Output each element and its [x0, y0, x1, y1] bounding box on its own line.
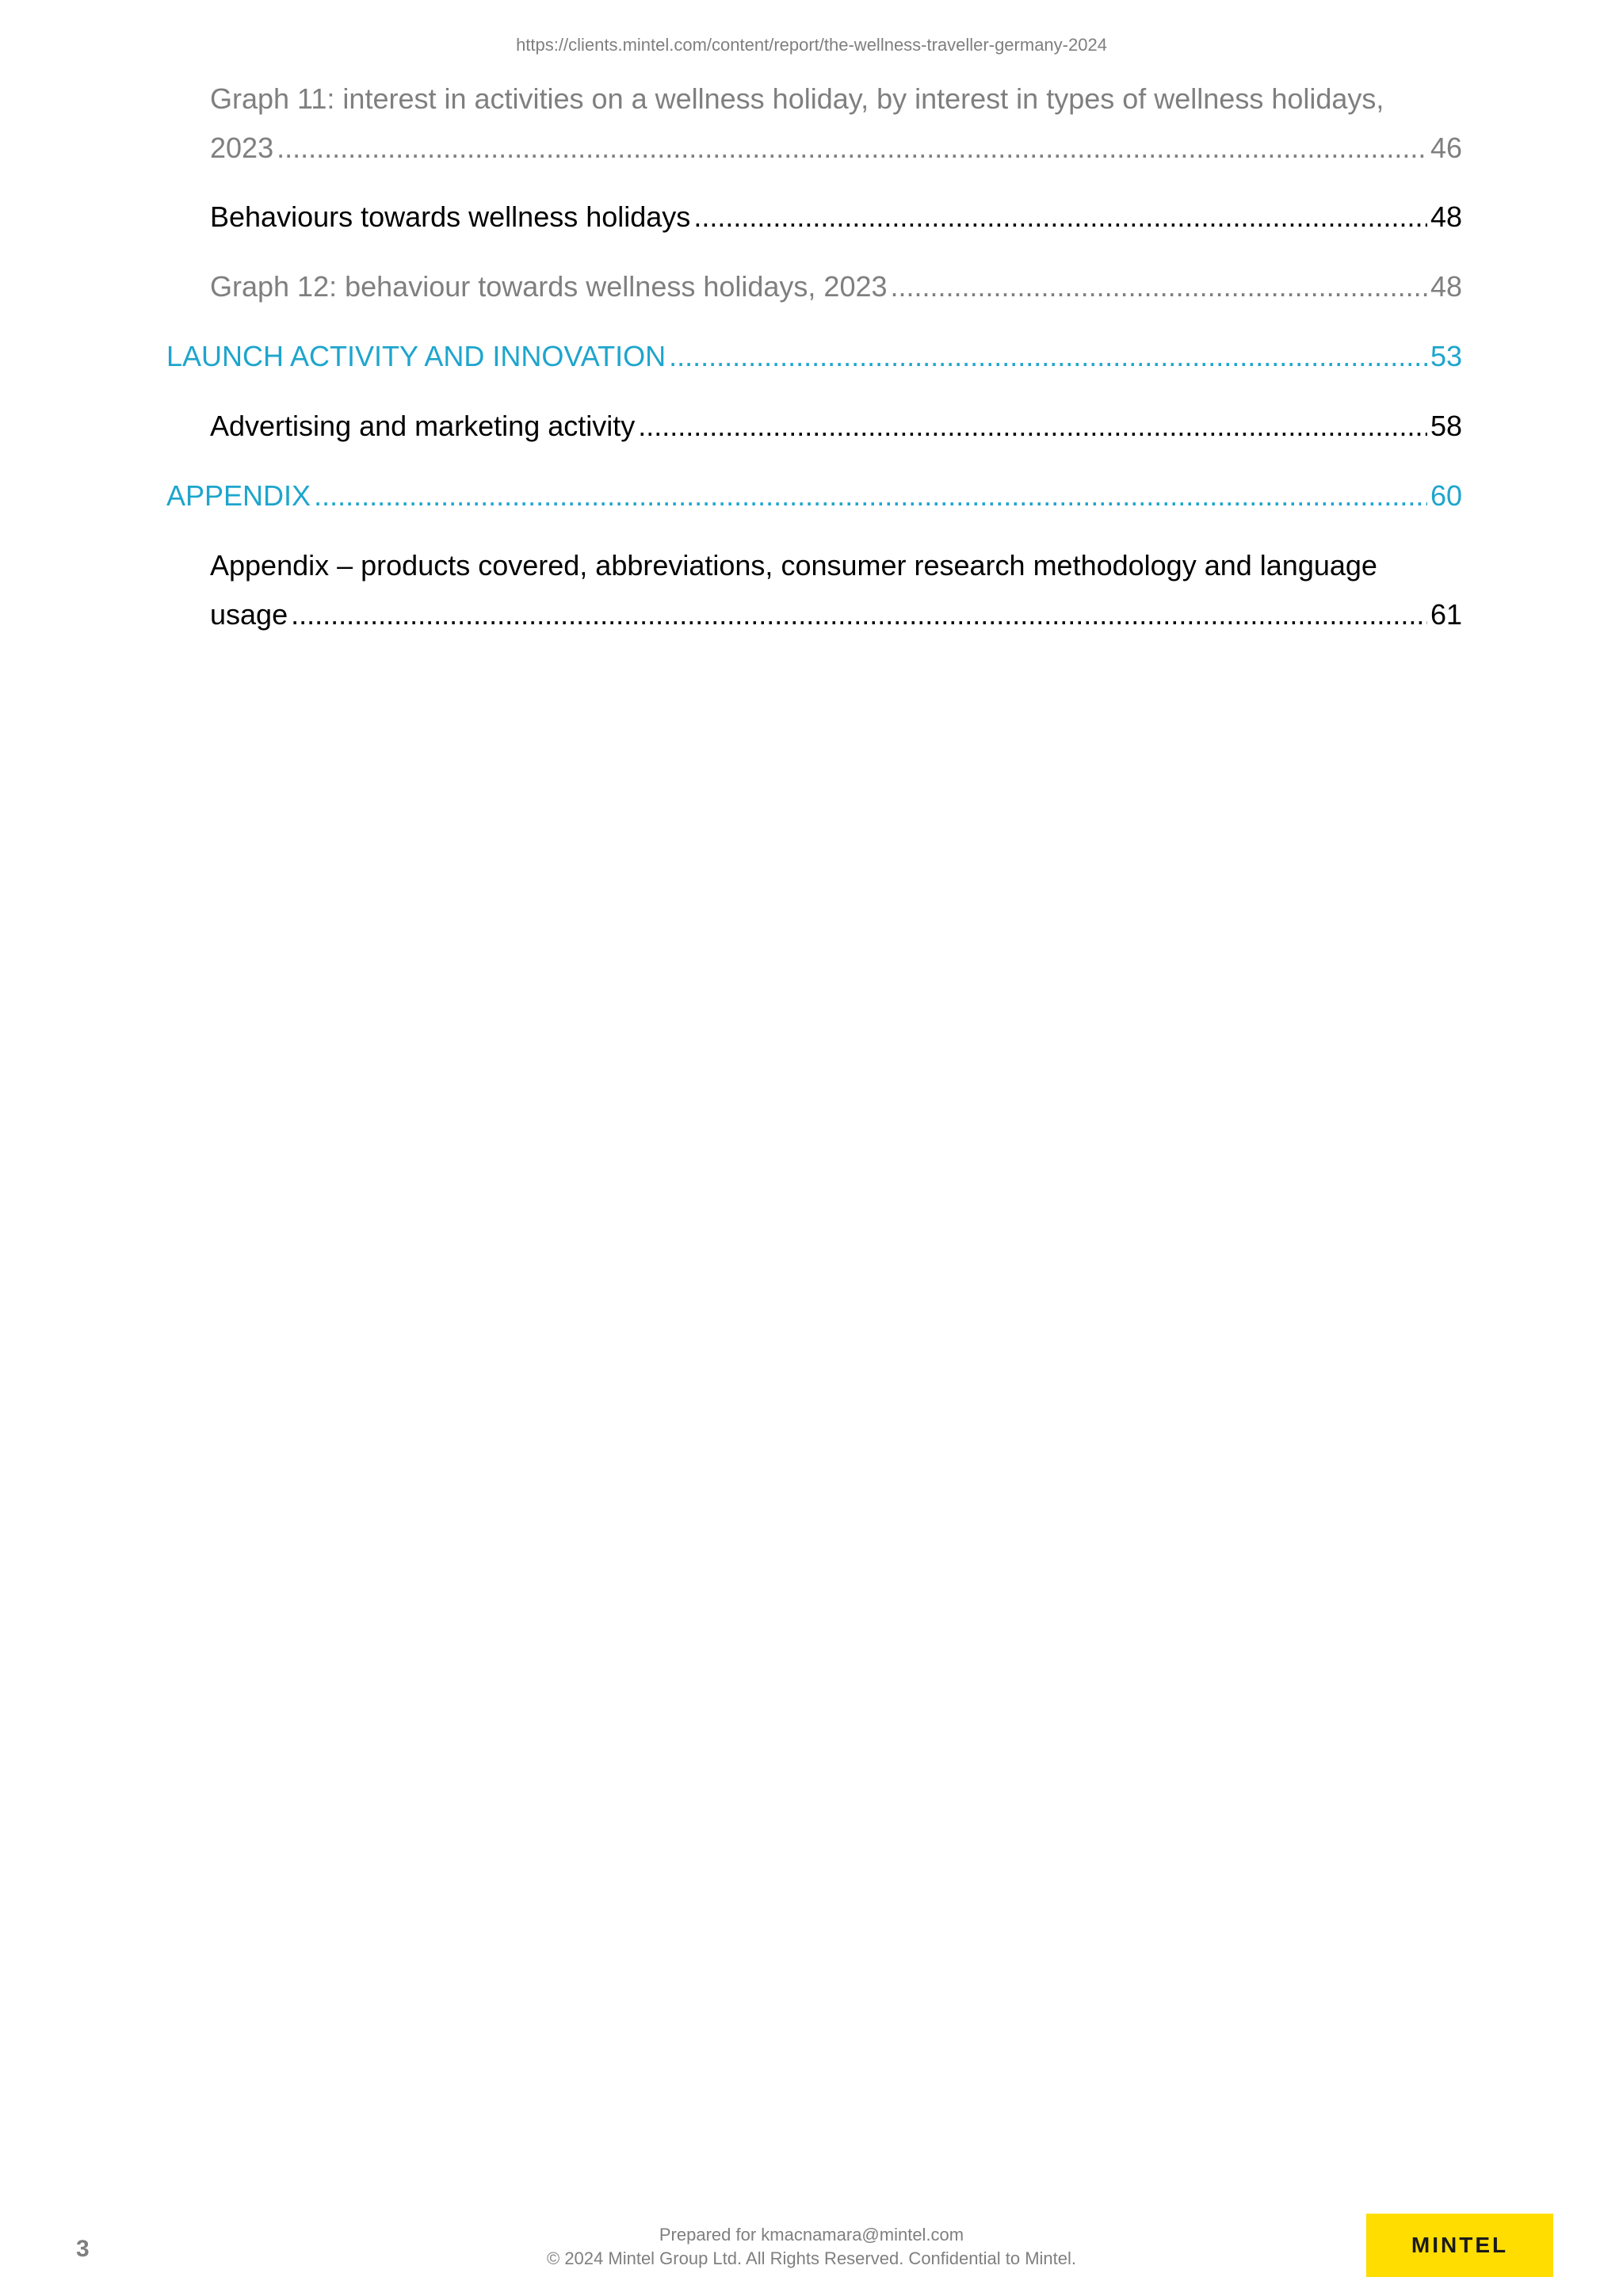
toc-entry-label-continued: usage	[210, 598, 288, 631]
toc-entry-graph-12[interactable]	[210, 262, 1462, 311]
footer-prepared-for: Prepared for kmacnamara@mintel.com	[659, 2225, 964, 2245]
toc-entry-label: Behaviours towards wellness holidays	[210, 200, 691, 233]
mintel-logo: MINTEL	[1366, 2214, 1553, 2277]
toc-entry-line	[210, 402, 1462, 451]
toc-entry-label-continued: 2023	[210, 132, 274, 164]
toc-entry-line	[166, 332, 1462, 381]
dot-leader	[638, 402, 1427, 451]
toc-entry-line	[210, 74, 1462, 124]
toc-entry-line	[210, 262, 1462, 311]
dot-leader	[291, 590, 1427, 639]
dot-leader	[277, 124, 1427, 173]
toc-page-number: 53	[1430, 340, 1462, 372]
dot-leader	[669, 332, 1427, 381]
toc-page-number: 48	[1430, 200, 1462, 233]
toc-entry-line	[210, 541, 1462, 590]
toc-page-number: 48	[1430, 270, 1462, 303]
toc-entry-line	[210, 124, 1462, 173]
toc-page-number: 58	[1430, 410, 1462, 442]
footer-page-number: 3	[76, 2236, 90, 2262]
toc-page-number: 60	[1430, 479, 1462, 512]
toc-page-number: 61	[1430, 598, 1462, 631]
toc-entry-line	[166, 471, 1462, 521]
dot-leader	[693, 193, 1427, 242]
toc-entry-behaviours[interactable]	[210, 193, 1462, 242]
toc-entry-label: Advertising and marketing activity	[210, 410, 636, 442]
toc-page-number: 46	[1430, 132, 1462, 164]
dot-leader	[891, 262, 1427, 311]
toc-section-label: LAUNCH ACTIVITY AND INNOVATION	[166, 340, 666, 372]
toc-entry-label: Appendix – products covered, abbreviations, consumer research methodology and language	[210, 549, 1377, 582]
dot-leader	[314, 471, 1427, 521]
toc-entry-line	[210, 193, 1462, 242]
toc-entry-advertising[interactable]	[210, 402, 1462, 451]
toc-entry-line	[210, 590, 1462, 639]
toc-entry-graph-11[interactable]	[210, 74, 1462, 173]
toc-entry-appendix-products[interactable]	[210, 541, 1462, 639]
page-url-header: https://clients.mintel.com/content/report/the-wellness-traveller-germany-2024	[516, 35, 1107, 55]
toc-entry-label: Graph 11: interest in activities on a wellness holiday, by interest in types of wellness holidays,	[210, 82, 1384, 115]
toc-section-launch-activity[interactable]	[166, 332, 1462, 381]
toc-entry-label: Graph 12: behaviour towards wellness holidays, 2023	[210, 270, 888, 303]
toc-section-appendix[interactable]	[166, 471, 1462, 521]
footer-copyright: © 2024 Mintel Group Ltd. All Rights Reserved. Confidential to Mintel.	[547, 2248, 1076, 2268]
toc-section-label: APPENDIX	[166, 479, 311, 512]
